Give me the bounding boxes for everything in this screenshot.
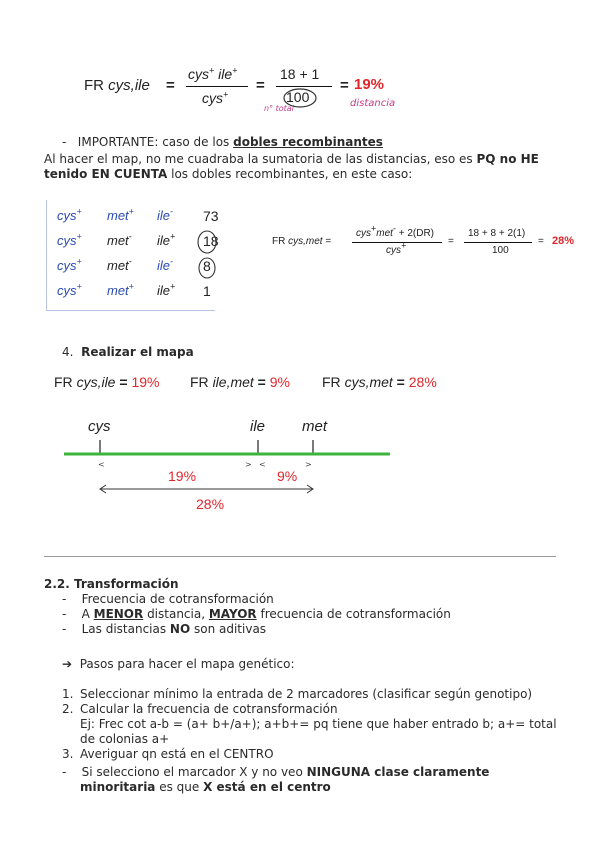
bullet-item: - A MENOR distancia, MAYOR frecuencia de cotransformación [62,607,451,621]
formula2-denominator: cys+ [386,240,407,256]
table-cell-count: 1 [203,283,211,299]
formula2-eq2: = [448,236,454,247]
map-distance-ile-met: 9% [277,468,298,484]
table-cell-gene: ile+ [157,281,176,298]
formula1-annot-distancia: distancia [350,98,396,109]
formula2-label: FR cys,met = [272,236,332,247]
table-cell-gene: met- [107,231,132,248]
svg-text:<: < [98,460,105,469]
formula2-result: 28% [552,235,575,247]
map-gene-cys: cys [88,418,111,435]
bullet-item: - Las distancias NO son aditivas [62,622,267,636]
formula1-eq3: = [340,77,349,94]
circle-marks-icon [195,228,221,288]
step-line: Calcular la frecuencia de cotransformación [80,702,338,716]
formula1-annot-total: n° total [264,104,294,113]
step-number: 2. [62,702,74,716]
fr-cys-met: FR cys,met = 28% [322,374,437,390]
svg-text:>: > [245,460,252,469]
table-cell-count: 73 [203,208,219,224]
step-4-heading: 4. Realizar el mapa [62,345,194,359]
formula1-result: 19% [354,76,385,93]
table-cell-gene: met- [107,256,132,273]
formula2-num-val: 18 + 8 + 2(1) [468,228,526,239]
table-cell-gene: met+ [107,281,134,298]
formula1-fraction-bar [186,86,248,87]
section-2-2-title: 2.2. Transformación [44,577,179,591]
table-row [57,283,217,301]
last-bullet-line-1: - Si selecciono el marcador X y no veo NINGUNA clase claramente [62,765,490,779]
map-lines [0,410,600,520]
step-number: 3. [62,747,74,761]
paragraph-line-1: Al hacer el map, no me cuadraba la sumatoria de las distancias, eso es PQ no HE [44,152,539,166]
table-cell-gene: cys+ [57,206,82,223]
fr-ile-met: FR ile,met = 9% [190,374,290,390]
table-cell-gene: cys+ [57,231,82,248]
map-gene-met: met [302,418,328,435]
map-distance-cys-met: 28% [196,496,225,512]
bullet-item: - Frecuencia de cotransformación [62,592,274,606]
step-line: Averiguar qn está en el CENTRO [80,747,274,761]
fr-cys-ile: FR cys,ile = 19% [54,374,160,390]
formula1-numerator: cys+ ile+ [188,65,238,82]
table-cell-gene: ile- [157,206,174,223]
paragraph-line-2: tenido EN CUENTA los dobles recombinantes, en este caso: [44,167,413,181]
svg-text:<: < [259,460,266,469]
step-line: Ej: Frec cot a-b = (a+ b+/a+); a+b+= pq tiene que haber entrado b; a+= total [80,717,557,731]
formula-fr-cys-met [272,223,582,268]
map-distance-cys-ile: 19% [168,468,197,484]
genotype-table [46,200,219,311]
table-cell-gene: cys+ [57,281,82,298]
step-number: 1. [62,687,74,701]
last-bullet-line-2: minoritaria es que X está en el centro [80,780,331,794]
formula-fr-cys-ile [84,65,404,118]
table-cell-gene: met+ [107,206,134,223]
formula1-num-val: 18 + 1 [280,66,320,82]
important-line: - IMPORTANTE: caso de los dobles recombinantes [62,135,383,149]
formula2-fraction-bar-2 [464,242,532,243]
table-cell-gene: ile+ [157,231,176,248]
table-cell-count: 18 [203,233,219,249]
formula1-label: FR cys,ile [84,77,150,94]
svg-text:>: > [305,460,312,469]
table-row [57,233,217,251]
formula1-denominator: cys+ [202,89,229,106]
arrow-right-icon: ➔ [62,657,73,671]
formula2-eq3: = [538,236,544,247]
formula1-eq1: = [166,77,175,94]
step-line: Seleccionar mínimo la entrada de 2 marcadores (clasificar según genotipo) [80,687,533,701]
section-divider [44,556,556,557]
formula2-numerator: cys+met- + 2(DR) [356,223,434,239]
formula1-den-val: 100 [286,89,310,105]
table-cell-count: 8 [203,258,211,274]
formula1-eq2: = [256,77,265,94]
map-gene-ile: ile [250,418,266,435]
formula2-fraction-bar [352,242,442,243]
step-line: de colonias a+ [80,732,170,746]
steps-intro: ➔ Pasos para hacer el mapa genético: [62,657,295,671]
genetic-map [0,410,600,520]
formula2-den-val: 100 [492,245,509,256]
table-cell-gene: ile- [157,256,174,273]
table-cell-gene: cys+ [57,256,82,273]
table-row [57,208,217,226]
table-row [57,258,217,276]
